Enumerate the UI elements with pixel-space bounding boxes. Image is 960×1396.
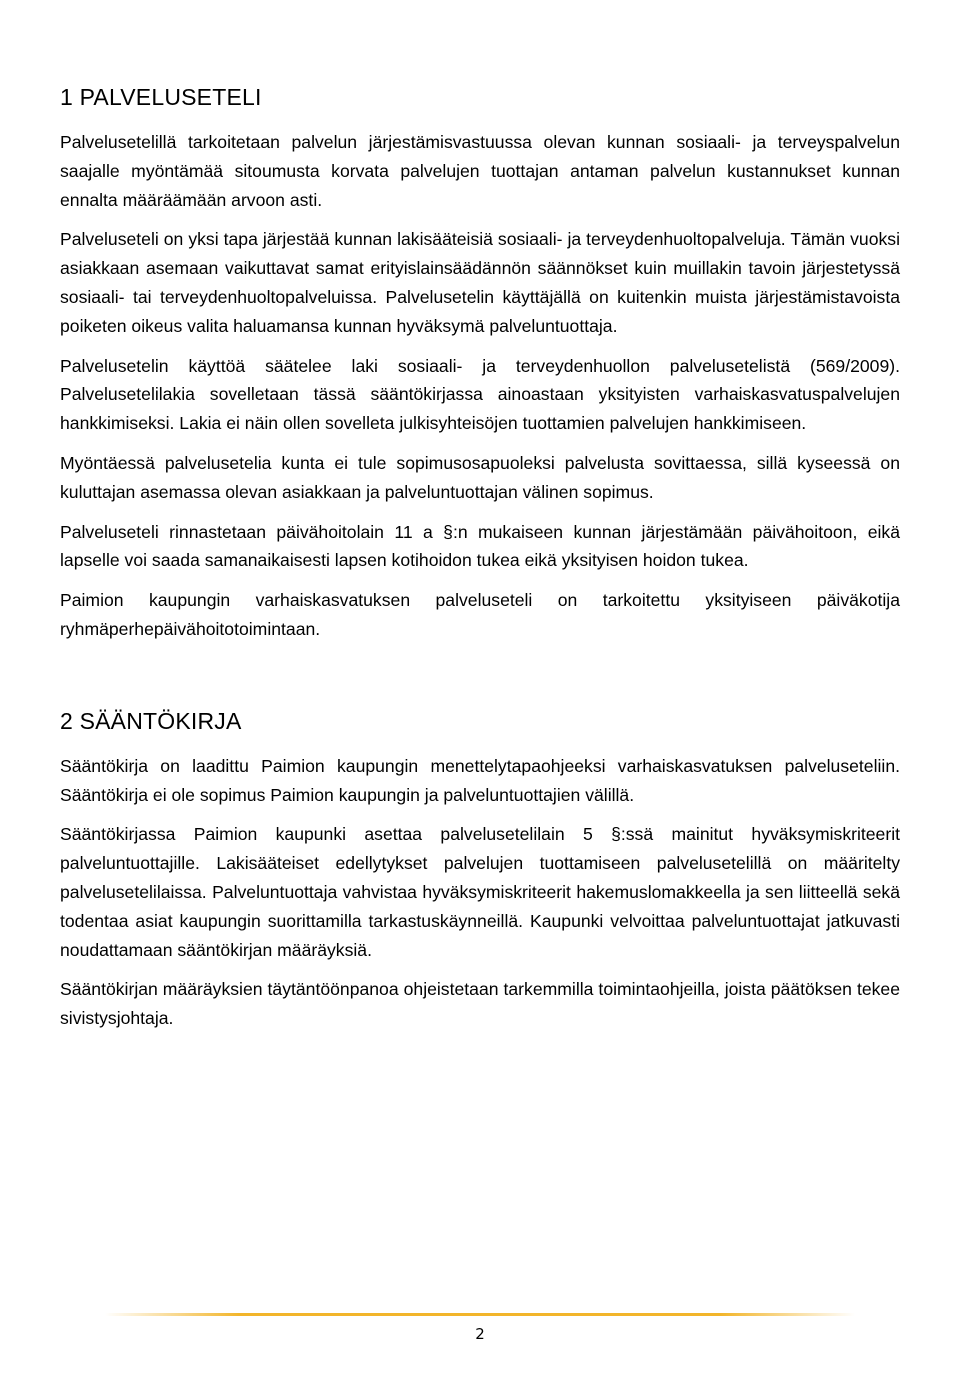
paragraph: Palvelusetelillä tarkoitetaan palvelun järjestämisvastuussa olevan kunnan sosiaali- ja terveyspalvelun saajalle myöntämää sitoumusta korvata palvelujen tuottajan antaman palvelun kustannukset kunnan ennalta määräämään arvoon asti. xyxy=(60,132,900,210)
paragraph: Palvelusetelin käyttöä säätelee laki sosiaali- ja terveydenhuollon palvelusetelistä (569/2009). Palvelusetelilakia sovelletaan tässä sääntökirjassa ainoastaan yksityisten varhaiskasvatuspalvelujen hankkimiseksi. Lakia ei näin ollen sovelleta julkisyhteisöjen tuottamien palvelujen hankkimiseen. xyxy=(60,355,900,434)
section-heading-saantokirja: 2 SÄÄNTÖKIRJA xyxy=(60,707,242,734)
document-body xyxy=(60,80,900,1044)
paragraph: Myöntäessä palvelusetelia kunta ei tule sopimusosapuoleksi palvelusta sovittaessa, sillä kyseessä on kuluttajan asemassa olevan asiakkaan ja palveluntuottajan välinen sopimus. xyxy=(60,452,900,502)
paragraph: Palveluseteli on yksi tapa järjestää kunnan lakisääteisiä sosiaali- ja terveydenhuoltopalveluja. Tämän vuoksi asiakkaan asemaan vaikuttavat samat erityislainsäädännön säännökset kuin muillakin tavoin järjestetyssä sosiaali- tai terveydenhuoltopalveluissa. Palvelusetelin käyttäjällä on kuitenkin muista järjestämistavoista poiketen oikeus valita haluamansa kunnan hyväksymä palveluntuottaja. xyxy=(60,229,900,336)
section-heading-palveluseteli: 1 PALVELUSETELI xyxy=(60,84,262,110)
paragraph: Paimion kaupungin varhaiskasvatuksen palveluseteli on tarkoitettu yksityiseen päiväkotija ryhmäperhepäivähoitotoimintaan. xyxy=(60,590,900,639)
paragraph: Palveluseteli rinnastetaan päivähoitolain 11 a §:n mukaiseen kunnan järjestämään päivähoitoon, eikä lapselle voi saada samanaikaisesti lapsen kotihoidon tukea eikä yksityisen hoidon tukea. xyxy=(60,521,900,571)
page-number: 2 xyxy=(475,1325,485,1343)
paragraph: Sääntökirja on laadittu Paimion kaupungin menettelytapaohjeeksi varhaiskasvatuksen palveluseteliin. Sääntökirja ei ole sopimus Paimion kaupungin ja palveluntuottajien välillä. xyxy=(60,755,900,805)
paragraph: Sääntökirjassa Paimion kaupunki asettaa palvelusetelilain 5 §:ssä mainitut hyväksymiskriteerit palveluntuottajille. Lakisääteiset edellytykset palvelujen tuottamiseen palvelusetelillä on määritelty palvelusetelilaissa. Palveluntuottaja vahvistaa hyväksymiskriteerit hakemuslomakkeella ja sen liitteellä sekä todentaa asiat kaupungin suorittamilla tarkastuskäynneillä. Kaupunki velvoittaa palveluntuottajat jatkuvasti noudattamaan sääntökirjan määräyksiä. xyxy=(60,824,900,960)
paragraph: Sääntökirjan määräyksien täytäntöönpanoa ohjeistetaan tarkemmilla toimintaohjeilla, joista päätöksen tekee sivistysjohtaja. xyxy=(60,979,900,1029)
footer-divider xyxy=(105,1313,855,1316)
